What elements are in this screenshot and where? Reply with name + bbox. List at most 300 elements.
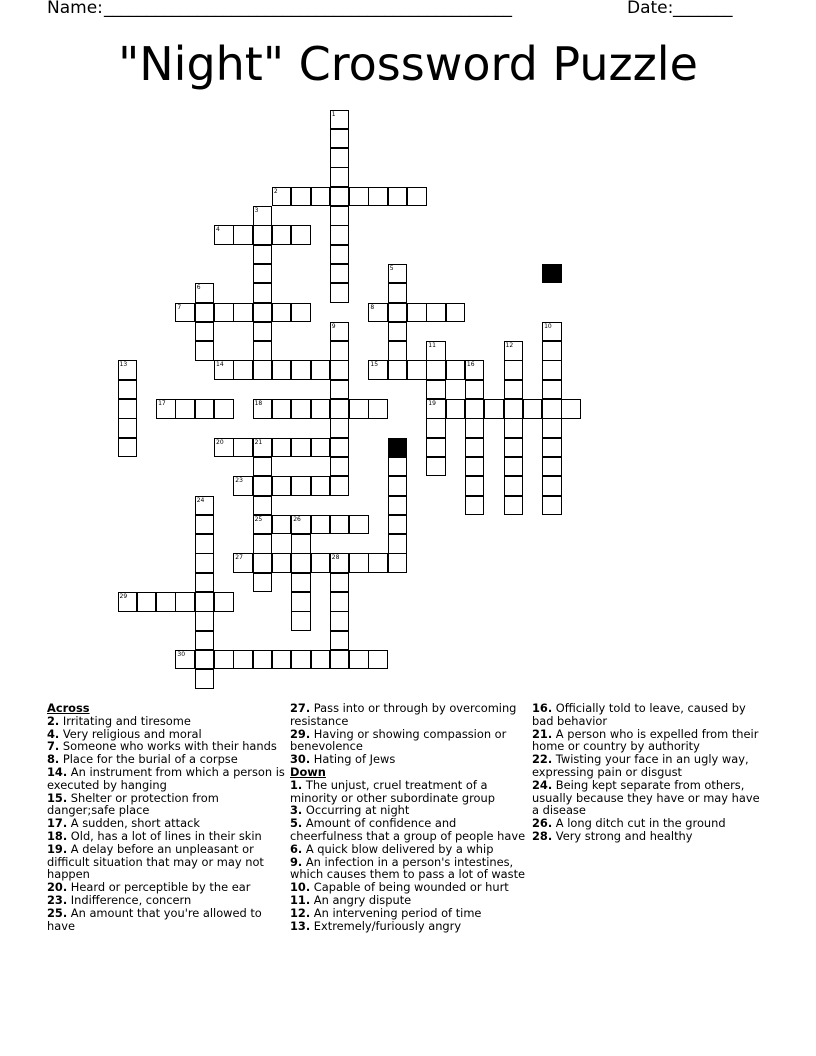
across-clue — [290, 728, 528, 754]
clue-text: Heard or perceptible by the ear — [67, 880, 251, 895]
grid-cell[interactable] — [368, 650, 388, 670]
clue-text: An infection in a person's intestines, which causes them to pass a lot of waste — [290, 854, 526, 882]
clue-text: Old, has a lot of lines in their skin — [67, 828, 262, 843]
clue-text: A sudden, short attack — [67, 816, 200, 831]
grid-cell[interactable] — [330, 110, 350, 130]
clue-text: Very religious and moral — [59, 726, 202, 741]
grid-cell[interactable] — [291, 399, 311, 419]
grid-cell[interactable] — [291, 225, 311, 245]
grid-cell[interactable] — [175, 592, 195, 612]
clue-column-1 — [47, 702, 285, 932]
clue-number: 20 — [216, 438, 224, 446]
grid-cell[interactable] — [272, 303, 292, 323]
clue-number: 10 — [544, 322, 552, 330]
grid-cell[interactable] — [349, 399, 369, 419]
grid-cell[interactable] — [446, 399, 466, 419]
across-clue — [47, 792, 285, 818]
across-clue — [290, 702, 528, 728]
grid-cell[interactable] — [330, 322, 350, 342]
grid-cell[interactable] — [542, 360, 562, 380]
clue-text: A delay before an unpleasant or difficult situation that may or may not happen — [47, 841, 264, 882]
grid-cell[interactable] — [291, 534, 311, 554]
clue-number-label: 8. — [47, 752, 60, 767]
clue-text: Irritating and tiresome — [59, 713, 191, 728]
grid-cell[interactable] — [253, 573, 273, 593]
clue-text: Being kept separate from others, usually because they have or may have a disease — [532, 777, 760, 818]
grid-cell[interactable] — [465, 360, 485, 380]
date-label: Date: — [627, 0, 674, 18]
grid-cell[interactable] — [291, 650, 311, 670]
grid-cell[interactable] — [118, 592, 138, 612]
clue-column-3 — [532, 702, 770, 843]
clue-number: 2 — [273, 187, 278, 195]
clue-number: 5 — [389, 264, 394, 272]
clue-number-label: 10. — [290, 880, 311, 895]
name-blank: ________________________________________________ — [104, 0, 512, 18]
grid-cell[interactable] — [253, 360, 273, 380]
grid-cell[interactable] — [504, 360, 524, 380]
grid-cell[interactable] — [156, 399, 176, 419]
grid-cell[interactable] — [330, 611, 350, 631]
across-clue — [47, 843, 285, 881]
grid-cell[interactable] — [233, 360, 253, 380]
across-clue — [47, 907, 285, 933]
grid-cell[interactable] — [388, 553, 408, 573]
grid-cell[interactable] — [253, 515, 273, 535]
grid-cell[interactable] — [195, 496, 215, 516]
grid-cell[interactable] — [465, 418, 485, 438]
grid-cell[interactable] — [465, 399, 485, 419]
grid-cell[interactable] — [542, 438, 562, 458]
grid-cell[interactable] — [233, 225, 253, 245]
grid-cell[interactable] — [542, 380, 562, 400]
grid-cell[interactable] — [330, 283, 350, 303]
clue-number-label: 29. — [290, 726, 311, 741]
clue-number-label: 5. — [290, 816, 303, 831]
grid-cell[interactable] — [542, 341, 562, 361]
grid-cell[interactable] — [118, 438, 138, 458]
grid-cell[interactable] — [253, 264, 273, 284]
grid-cell[interactable] — [465, 438, 485, 458]
clue-number: 11 — [428, 342, 436, 350]
clue-number-label: 24. — [532, 777, 553, 792]
grid-cell[interactable] — [388, 303, 408, 323]
grid-cell[interactable] — [253, 534, 273, 554]
grid-cell[interactable] — [233, 650, 253, 670]
grid-cell[interactable] — [272, 225, 292, 245]
clue-number-label: 11. — [290, 892, 311, 907]
grid-cell[interactable] — [195, 341, 215, 361]
clue-column-2 — [290, 702, 528, 932]
grid-cell[interactable] — [388, 322, 408, 342]
grid-cell[interactable] — [195, 553, 215, 573]
clue-text: A person who is expelled from their home or country by authority — [532, 726, 759, 754]
down-clue — [290, 779, 528, 805]
grid-cell[interactable] — [388, 515, 408, 535]
grid-cell[interactable] — [330, 264, 350, 284]
grid-cell[interactable] — [504, 476, 524, 496]
grid-cell[interactable] — [407, 303, 427, 323]
grid-cell[interactable] — [195, 399, 215, 419]
grid-cell[interactable] — [311, 438, 331, 458]
clue-number-label: 2. — [47, 713, 60, 728]
grid-cell[interactable] — [330, 399, 350, 419]
grid-cell[interactable] — [311, 515, 331, 535]
grid-cell[interactable] — [272, 476, 292, 496]
grid-cell[interactable] — [311, 476, 331, 496]
clue-number: 17 — [158, 400, 166, 407]
date-blank: _______ — [673, 0, 733, 18]
clue-number-label: 13. — [290, 918, 311, 933]
grid-cell[interactable] — [195, 573, 215, 593]
grid-cell[interactable] — [330, 187, 350, 207]
grid-cell[interactable] — [253, 283, 273, 303]
grid-cell[interactable] — [330, 631, 350, 651]
grid-cell[interactable] — [214, 592, 234, 612]
clue-number-label: 7. — [47, 739, 60, 754]
grid-cell[interactable] — [465, 476, 485, 496]
grid-cell[interactable] — [504, 399, 524, 419]
grid-cell[interactable] — [542, 322, 562, 342]
grid-cell[interactable] — [388, 264, 408, 284]
grid-cell[interactable] — [426, 418, 446, 438]
grid-cell[interactable] — [446, 303, 466, 323]
clue-number-label: 25. — [47, 905, 68, 920]
across-clue — [47, 766, 285, 792]
clue-number: 8 — [370, 303, 375, 311]
grid-cell[interactable] — [426, 360, 446, 380]
clue-number: 16 — [466, 361, 475, 369]
grid-cell[interactable] — [504, 438, 524, 458]
grid-cell[interactable] — [291, 573, 311, 593]
grid-cell[interactable] — [291, 611, 311, 631]
clue-text: Extremely/furiously angry — [310, 918, 462, 933]
grid-cell[interactable] — [214, 303, 234, 323]
grid-cell[interactable] — [233, 438, 253, 458]
grid-cell[interactable] — [253, 303, 273, 323]
across-heading: Across — [47, 701, 90, 715]
grid-cell[interactable] — [542, 418, 562, 438]
grid-cell[interactable] — [214, 225, 234, 245]
grid-cell[interactable] — [195, 631, 215, 651]
clue-text: Someone who works with their hands — [59, 739, 277, 754]
grid-cell[interactable] — [253, 476, 273, 496]
grid-cell[interactable] — [175, 303, 195, 323]
clue-text: A quick blow delivered by a whip — [302, 841, 494, 856]
clue-number: 30 — [177, 650, 186, 658]
name-label: Name: — [47, 0, 103, 18]
clue-number-label: 20. — [47, 880, 68, 895]
grid-cell[interactable] — [311, 650, 331, 670]
clue-number: 14 — [216, 361, 224, 369]
clue-text: An intervening period of time — [310, 905, 482, 920]
grid-cell[interactable] — [311, 187, 331, 207]
grid-cell[interactable] — [330, 418, 350, 438]
grid-cell[interactable] — [214, 360, 234, 380]
grid-cell[interactable] — [253, 650, 273, 670]
down-clue — [290, 920, 528, 933]
clue-number-label: 28. — [532, 828, 553, 843]
grid-cell[interactable] — [349, 187, 369, 207]
grid-cell[interactable] — [233, 303, 253, 323]
grid-cell[interactable] — [330, 167, 350, 187]
grid-cell[interactable] — [542, 476, 562, 496]
grid-cell[interactable] — [349, 553, 369, 573]
clue-number: 27 — [235, 554, 243, 562]
clue-number-label: 30. — [290, 752, 311, 767]
clue-number-label: 6. — [290, 841, 303, 856]
grid-cell[interactable] — [388, 187, 408, 207]
grid-cell[interactable] — [330, 476, 350, 496]
grid-cell[interactable] — [330, 438, 350, 458]
clue-number: 13 — [119, 361, 128, 369]
clue-text: An instrument from which a person is executed by hanging — [47, 764, 285, 792]
clue-number: 21 — [254, 438, 263, 446]
clue-number-label: 9. — [290, 854, 303, 869]
grid-cell[interactable] — [388, 476, 408, 496]
grid-cell[interactable] — [272, 553, 292, 573]
grid-cell[interactable] — [542, 496, 562, 516]
clue-number-label: 21. — [532, 726, 553, 741]
clue-number-label: 15. — [47, 790, 68, 805]
grid-cell[interactable] — [330, 206, 350, 226]
grid-cell[interactable] — [388, 496, 408, 516]
clue-number: 18 — [254, 400, 263, 407]
grid-cell[interactable] — [330, 650, 350, 670]
grid-cell[interactable] — [349, 650, 369, 670]
grid-cell[interactable] — [214, 399, 234, 419]
clue-number: 26 — [293, 515, 301, 523]
grid-cell[interactable] — [214, 438, 234, 458]
clue-text: Hating of Jews — [310, 752, 396, 767]
clue-text: Indifference, concern — [67, 892, 192, 907]
down-clue — [532, 830, 770, 843]
clue-text: Pass into or through by overcoming resistance — [290, 701, 517, 728]
grid-cell[interactable] — [272, 187, 292, 207]
grid-cell[interactable] — [426, 380, 446, 400]
grid-cell[interactable] — [330, 245, 350, 265]
clue-number-label: 1. — [290, 777, 303, 792]
grid-cell[interactable] — [368, 553, 388, 573]
grid-cell[interactable] — [484, 399, 504, 419]
clue-number: 25 — [254, 515, 263, 523]
grid-cell[interactable] — [311, 360, 331, 380]
grid-cell[interactable] — [272, 650, 292, 670]
down-clue — [532, 702, 770, 728]
grid-cell[interactable] — [388, 534, 408, 554]
clue-number: 6 — [196, 284, 201, 292]
down-clue — [290, 817, 528, 843]
grid-cell[interactable] — [195, 303, 215, 323]
clue-number-label: 3. — [290, 803, 303, 818]
grid-cell[interactable] — [330, 225, 350, 245]
grid-cell[interactable] — [504, 341, 524, 361]
grid-cell[interactable] — [388, 457, 408, 477]
grid-cell[interactable] — [253, 225, 273, 245]
grid-cell[interactable] — [291, 476, 311, 496]
clue-text: Capable of being wounded or hurt — [310, 880, 509, 895]
grid-cell[interactable] — [156, 592, 176, 612]
clue-text: Shelter or protection from danger;safe place — [47, 790, 219, 818]
clue-text: Having or showing compassion or benevolence — [290, 726, 507, 754]
clue-text: The unjust, cruel treatment of a minority or other subordinate group — [290, 777, 495, 805]
grid-cell[interactable] — [349, 515, 369, 535]
grid-cell[interactable] — [291, 553, 311, 573]
grid-cell[interactable] — [330, 341, 350, 361]
clue-text: Amount of confidence and cheerfulness that a group of people have — [290, 816, 526, 843]
grid-cell[interactable] — [233, 553, 253, 573]
grid-cell[interactable] — [504, 418, 524, 438]
clue-number: 9 — [331, 322, 336, 330]
down-clue — [290, 856, 528, 882]
down-clue — [532, 728, 770, 754]
grid-cell[interactable] — [407, 187, 427, 207]
grid-cell[interactable] — [504, 457, 524, 477]
down-heading: Down — [290, 764, 326, 779]
grid-cell[interactable] — [195, 669, 215, 689]
grid-cell[interactable] — [388, 360, 408, 380]
grid-cell[interactable] — [253, 438, 273, 458]
clue-text: A long ditch cut in the ground — [552, 816, 726, 831]
grid-cell[interactable] — [291, 187, 311, 207]
grid-cell[interactable] — [195, 534, 215, 554]
grid-cell[interactable] — [195, 611, 215, 631]
clue-number: 24 — [196, 496, 205, 504]
grid-cell[interactable] — [291, 438, 311, 458]
grid-cell[interactable] — [214, 650, 234, 670]
grid-cell[interactable] — [504, 380, 524, 400]
grid-cell[interactable] — [233, 476, 253, 496]
clue-text: An amount that you're allowed to have — [47, 905, 262, 933]
grid-cell[interactable] — [272, 515, 292, 535]
clue-number: 3 — [254, 207, 259, 214]
grid-cell[interactable] — [118, 380, 138, 400]
grid-cell[interactable] — [330, 148, 350, 168]
clue-number: 1 — [331, 110, 336, 118]
clue-number: 7 — [177, 303, 182, 311]
clue-number-label: 26. — [532, 816, 553, 831]
black-cell — [388, 438, 408, 458]
grid-cell[interactable] — [311, 399, 331, 419]
clue-number-label: 12. — [290, 905, 311, 920]
clue-number: 29 — [119, 593, 128, 600]
grid-cell[interactable] — [465, 496, 485, 516]
grid-cell[interactable] — [291, 515, 311, 535]
grid-cell[interactable] — [253, 399, 273, 419]
grid-cell[interactable] — [195, 650, 215, 670]
grid-cell[interactable] — [388, 341, 408, 361]
down-clue — [532, 753, 770, 779]
clue-number: 28 — [331, 554, 340, 562]
grid-cell[interactable] — [561, 399, 581, 419]
grid-cell[interactable] — [291, 592, 311, 612]
grid-cell[interactable] — [195, 592, 215, 612]
clue-number-label: 27. — [290, 701, 311, 715]
grid-cell[interactable] — [407, 360, 427, 380]
grid-cell[interactable] — [253, 553, 273, 573]
clue-text: Very strong and healthy — [552, 828, 693, 843]
grid-cell[interactable] — [542, 399, 562, 419]
grid-cell[interactable] — [330, 457, 350, 477]
grid-cell[interactable] — [253, 496, 273, 516]
grid-cell[interactable] — [311, 553, 331, 573]
grid-cell[interactable] — [195, 515, 215, 535]
clue-number-label: 18. — [47, 828, 68, 843]
grid-cell[interactable] — [368, 360, 388, 380]
grid-cell[interactable] — [388, 283, 408, 303]
clue-number-label: 16. — [532, 701, 553, 715]
grid-cell[interactable] — [118, 360, 138, 380]
grid-cell[interactable] — [330, 592, 350, 612]
grid-cell[interactable] — [291, 303, 311, 323]
grid-cell[interactable] — [272, 399, 292, 419]
clue-number: 19 — [428, 400, 436, 407]
grid-cell[interactable] — [542, 457, 562, 477]
grid-cell[interactable] — [523, 399, 543, 419]
grid-cell[interactable] — [368, 399, 388, 419]
grid-cell[interactable] — [253, 206, 273, 226]
grid-cell[interactable] — [426, 438, 446, 458]
clue-text: Occurring at night — [302, 803, 410, 818]
grid-cell[interactable] — [330, 360, 350, 380]
grid-cell[interactable] — [330, 573, 350, 593]
grid-cell[interactable] — [446, 360, 466, 380]
grid-cell[interactable] — [426, 341, 446, 361]
clue-number: 23 — [235, 477, 243, 485]
grid-cell[interactable] — [465, 380, 485, 400]
grid-cell[interactable] — [272, 360, 292, 380]
grid-cell[interactable] — [330, 380, 350, 400]
grid-cell[interactable] — [253, 341, 273, 361]
clue-number-label: 4. — [47, 726, 60, 741]
clue-number: 12 — [505, 342, 514, 350]
grid-cell[interactable] — [291, 360, 311, 380]
grid-cell[interactable] — [118, 399, 138, 419]
clue-number-label: 19. — [47, 841, 68, 856]
grid-cell[interactable] — [137, 592, 157, 612]
clue-number: 15 — [370, 361, 379, 369]
clue-number-label: 14. — [47, 764, 68, 779]
grid-cell[interactable] — [330, 553, 350, 573]
grid-cell[interactable] — [253, 245, 273, 265]
clue-number: 4 — [216, 226, 220, 234]
grid-cell[interactable] — [175, 399, 195, 419]
grid-cell[interactable] — [272, 438, 292, 458]
black-cell — [542, 264, 562, 284]
grid-cell[interactable] — [253, 322, 273, 342]
grid-cell[interactable] — [195, 283, 215, 303]
grid-cell[interactable] — [330, 515, 350, 535]
clue-number-label: 23. — [47, 892, 68, 907]
clue-text: An angry dispute — [310, 892, 412, 907]
grid-cell[interactable] — [426, 399, 446, 419]
clue-text: Place for the burial of a corpse — [59, 752, 238, 767]
grid-cell[interactable] — [330, 129, 350, 149]
grid-cell[interactable] — [253, 457, 273, 477]
grid-cell[interactable] — [195, 322, 215, 342]
clue-number-label: 22. — [532, 752, 553, 767]
grid-cell[interactable] — [426, 303, 446, 323]
page-title: "Night" Crossword Puzzle — [118, 37, 698, 91]
clue-text: Officially told to leave, caused by bad behavior — [532, 701, 746, 728]
grid-cell[interactable] — [368, 303, 388, 323]
grid-cell[interactable] — [175, 650, 195, 670]
grid-cell[interactable] — [504, 496, 524, 516]
grid-cell[interactable] — [118, 418, 138, 438]
grid-cell[interactable] — [426, 457, 446, 477]
grid-cell[interactable] — [465, 457, 485, 477]
grid-cell[interactable] — [368, 187, 388, 207]
